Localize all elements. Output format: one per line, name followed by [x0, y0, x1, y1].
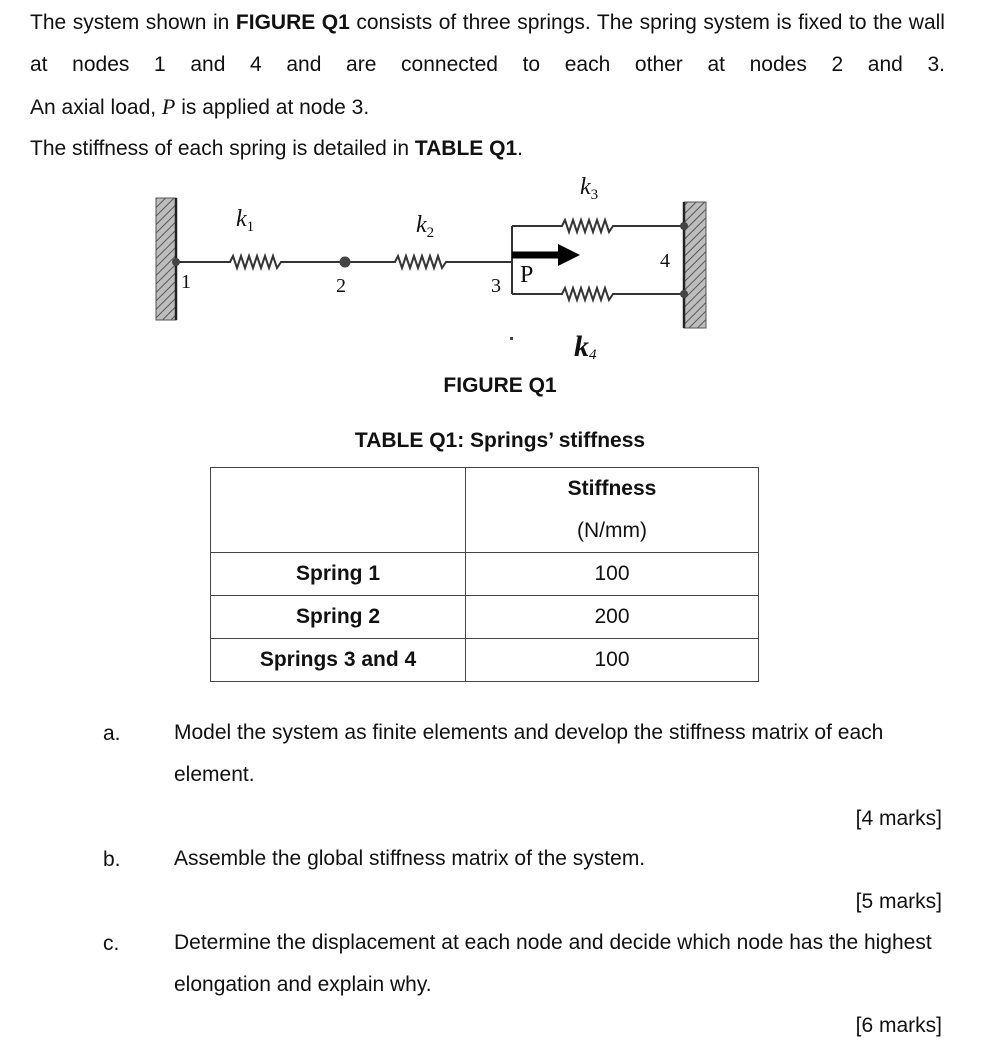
header-empty-cell — [211, 468, 466, 553]
question-c-letter: c. — [103, 932, 120, 955]
label-load-P: P — [520, 262, 534, 288]
table-row — [211, 553, 759, 596]
label-node-3: 3 — [491, 275, 501, 297]
label-node-1: 1 — [181, 271, 191, 293]
question-c-marks: [6 marks] — [855, 1014, 942, 1037]
intro-paragraph-1 — [30, 2, 945, 86]
spring-system-diagram — [140, 172, 720, 372]
row-value: 100 — [466, 639, 759, 682]
row-name: Spring 1 — [211, 553, 466, 596]
question-b-letter: b. — [103, 848, 121, 871]
intro-text: consists of three springs. The spring system is fixed to the wall at nodes 1 and 4 and are connected to each other at nodes 2 and 3. — [30, 11, 945, 76]
label-k1: $k_1$ — [236, 206, 255, 235]
node-4-dot-top — [680, 222, 688, 230]
question-a-text: Model the system as finite elements and develop the stiffness matrix of each element. — [174, 721, 884, 786]
node-2-dot — [340, 257, 351, 268]
table-row — [211, 639, 759, 682]
intro-paragraph-2 — [30, 86, 945, 129]
label-k3: $k_3$ — [580, 174, 599, 203]
node-4-dot-bottom — [680, 290, 688, 298]
table-caption: TABLE Q1: Springs’ stiffness — [354, 429, 646, 452]
node-1-dot — [172, 258, 180, 266]
table-header-row — [211, 468, 759, 553]
row-value: 200 — [466, 596, 759, 639]
stiffness-table — [210, 467, 759, 682]
row-name: Springs 3 and 4 — [211, 639, 466, 682]
row-value: 100 — [466, 553, 759, 596]
intro-text: is applied at node 3. — [175, 96, 370, 119]
question-b-text: Assemble the global stiffness matrix of the system. — [174, 847, 646, 870]
question-b-marks: [5 marks] — [855, 890, 942, 913]
load-arrow-head — [558, 244, 580, 266]
intro-text: The system shown in — [30, 11, 236, 34]
table-row — [211, 596, 759, 639]
intro-paragraph-3 — [30, 128, 945, 170]
question-c-text: Determine the displacement at each node and decide which node has the highest elongation and explain why. — [174, 931, 932, 996]
figure-caption: FIGURE Q1 — [443, 374, 557, 397]
row-name: Spring 2 — [211, 596, 466, 639]
header-units: (N/mm) — [577, 519, 647, 542]
intro-text: The stiffness of each spring is detailed in — [30, 137, 415, 160]
intro-text: An axial load, — [30, 96, 162, 119]
speck — [510, 337, 513, 340]
label-k2: $k_2$ — [416, 212, 435, 241]
question-a-letter: a. — [103, 722, 121, 745]
spring-k1 — [176, 256, 345, 268]
intro-text: . — [517, 137, 523, 160]
label-node-4: 4 — [660, 250, 670, 272]
spring-k2 — [345, 256, 512, 268]
table-reference: TABLE Q1 — [414, 137, 518, 160]
header-stiffness: Stiffness — [567, 477, 657, 500]
spring-k3 — [512, 220, 684, 232]
left-wall — [156, 198, 176, 320]
load-variable: P — [161, 94, 176, 119]
right-wall — [684, 202, 706, 328]
header-stiffness-cell — [466, 468, 759, 553]
spring-k4 — [512, 288, 684, 300]
label-k4: k4 — [574, 330, 597, 363]
label-node-2: 2 — [336, 275, 346, 297]
question-a-marks: [4 marks] — [855, 807, 942, 830]
figure-reference: FIGURE Q1 — [235, 11, 350, 34]
